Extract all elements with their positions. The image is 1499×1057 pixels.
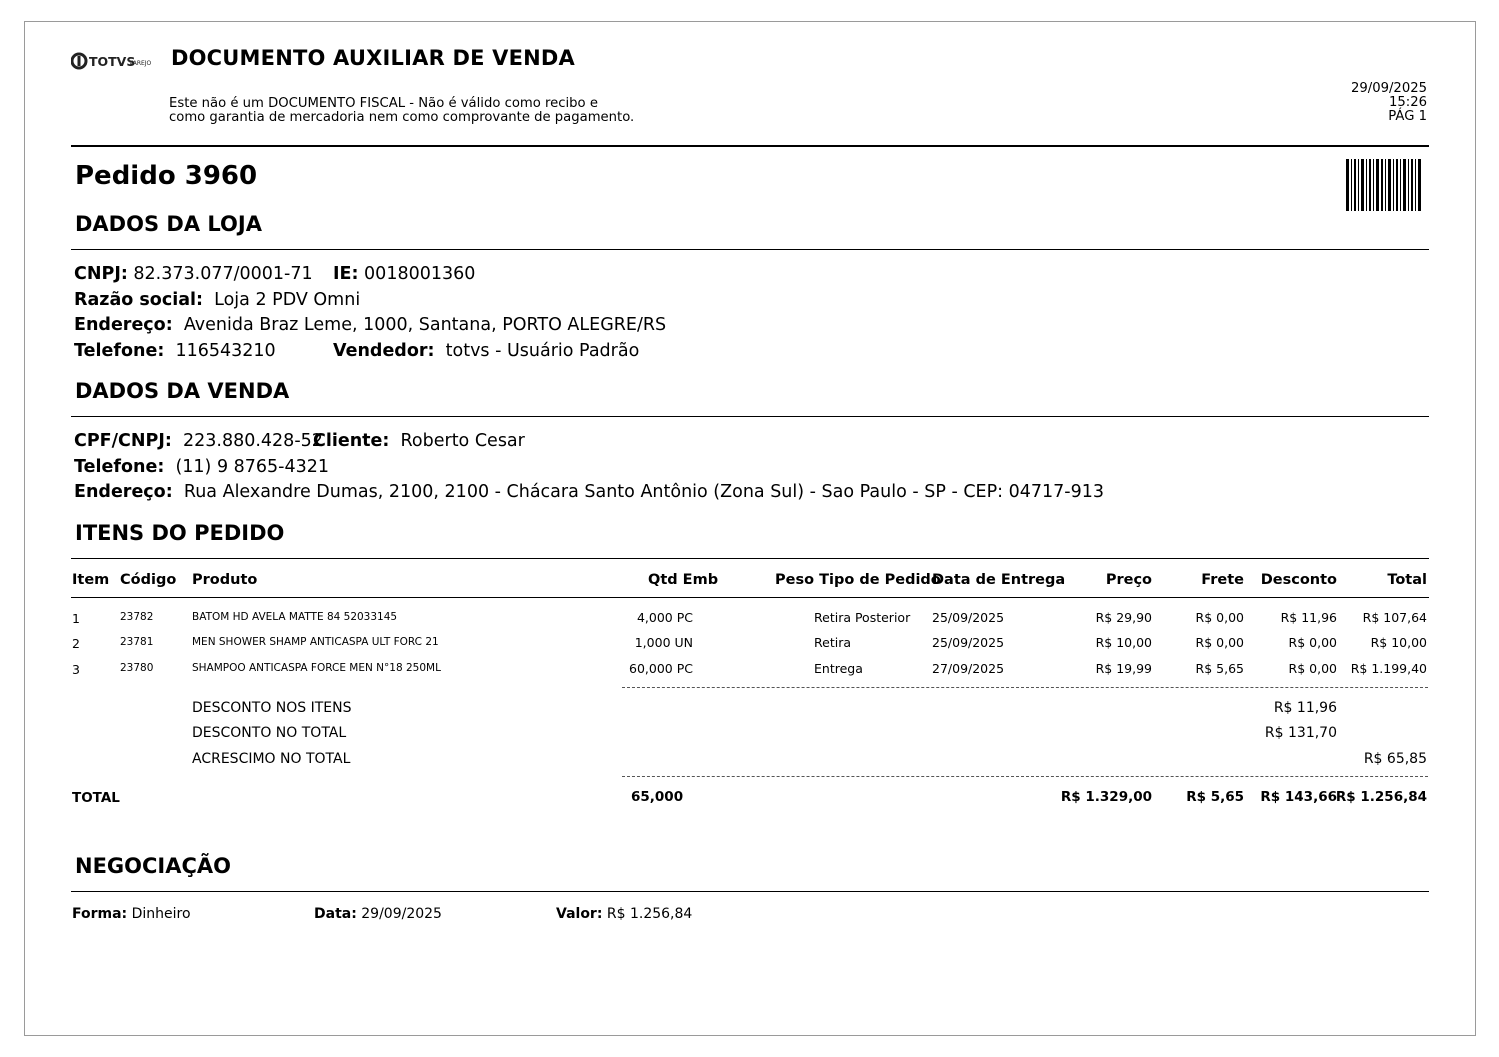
row-produto: SHAMPOO ANTICASPA FORCE MEN N°18 250ML <box>192 662 441 674</box>
row-preco: R$ 29,90 <box>1095 610 1152 625</box>
seller-value: totvs - Usuário Padrão <box>445 341 640 361</box>
barcode-icon <box>1346 159 1422 211</box>
customer-label: Cliente: <box>313 431 390 451</box>
razao-value: Loja 2 PDV Omni <box>214 290 361 310</box>
negotiation-divider <box>71 891 1429 892</box>
store-address-label: Endereço: <box>74 315 173 335</box>
sale-section-title: DADOS DA VENDA <box>75 379 290 403</box>
table-header-divider <box>71 597 1429 598</box>
razao-label: Razão social: <box>74 290 204 310</box>
row-qtd: 4,000 PC <box>636 610 693 625</box>
valor-label: Valor: <box>556 906 603 922</box>
disclaimer-line-2: como garantia de mercadoria nem como comprovante de pagamento. <box>169 110 635 125</box>
customer-address-label: Endereço: <box>74 482 173 502</box>
row-desconto: R$ 0,00 <box>1288 661 1337 676</box>
row-qtd: 1,000 UN <box>634 635 693 650</box>
total-label: TOTAL <box>72 790 120 806</box>
row-desconto: R$ 0,00 <box>1288 635 1337 650</box>
summary-desc-itens-value: R$ 11,96 <box>1273 700 1337 716</box>
summary-acrescimo-value: R$ 65,85 <box>1363 751 1427 767</box>
store-section-title: DADOS DA LOJA <box>75 212 262 236</box>
row-total: R$ 10,00 <box>1370 635 1427 650</box>
customer-doc <box>74 431 323 451</box>
row-preco: R$ 19,99 <box>1095 661 1152 676</box>
row-data: 27/09/2025 <box>932 661 1005 676</box>
cnpj-value: 82.373.077/0001-71 <box>133 264 313 284</box>
store-razao <box>74 290 360 310</box>
col-item: Item <box>72 572 110 588</box>
store-address <box>74 315 666 335</box>
total-frete: R$ 5,65 <box>1186 789 1244 805</box>
store-address-value: Avenida Braz Leme, 1000, Santana, PORTO ALEGRE/RS <box>183 315 667 335</box>
store-divider <box>71 249 1429 250</box>
row-desconto: R$ 11,96 <box>1280 610 1337 625</box>
row-codigo: 23780 <box>120 662 154 674</box>
ie-value: 0018001360 <box>364 264 476 284</box>
customer-phone-value: (11) 9 8765-4321 <box>175 457 330 477</box>
valor-value: R$ 1.256,84 <box>606 906 693 922</box>
row-frete: R$ 0,00 <box>1195 635 1244 650</box>
customer-address-value: Rua Alexandre Dumas, 2100, 2100 - Chácara Santo Antônio (Zona Sul) - Sao Paulo - SP - CEP: 04717-913 <box>183 482 1104 502</box>
negotiation-forma <box>72 906 191 922</box>
document-page <box>24 21 1476 1036</box>
print-time: 15:26 <box>1388 95 1427 110</box>
col-desconto: Desconto <box>1260 572 1337 588</box>
cpf-label: CPF/CNPJ: <box>74 431 172 451</box>
row-preco: R$ 10,00 <box>1095 635 1152 650</box>
order-title: Pedido 3960 <box>75 161 258 191</box>
col-total: Total <box>1387 572 1427 588</box>
customer-phone <box>74 457 329 477</box>
row-frete: R$ 5,65 <box>1195 661 1244 676</box>
page-number: PÁG 1 <box>1388 109 1427 124</box>
summary-desc-total-value: R$ 131,70 <box>1264 725 1337 741</box>
store-seller <box>333 341 639 361</box>
negotiation-valor <box>556 906 692 922</box>
header-divider <box>71 145 1429 147</box>
store-cnpj <box>74 264 313 284</box>
row-codigo: 23781 <box>120 636 154 648</box>
total-qtd: 65,000 <box>631 789 684 805</box>
forma-value: Dinheiro <box>131 906 191 922</box>
seller-label: Vendedor: <box>333 341 435 361</box>
row-item: 1 <box>72 611 80 626</box>
row-data: 25/09/2025 <box>932 635 1005 650</box>
col-frete: Frete <box>1201 572 1244 588</box>
total-preco: R$ 1.329,00 <box>1060 789 1152 805</box>
customer-address <box>74 482 1104 502</box>
items-divider <box>71 558 1429 559</box>
svg-text:VAREJO: VAREJO <box>129 60 151 67</box>
store-ie <box>333 264 475 284</box>
forma-label: Forma: <box>72 906 128 922</box>
col-produto: Produto <box>192 572 258 588</box>
cnpj-label: CNPJ: <box>74 264 128 284</box>
print-date: 29/09/2025 <box>1350 81 1427 96</box>
row-item: 3 <box>72 662 80 677</box>
neg-data-value: 29/09/2025 <box>361 906 442 922</box>
row-frete: R$ 0,00 <box>1195 610 1244 625</box>
sale-divider <box>71 416 1429 417</box>
customer-name <box>313 431 525 451</box>
col-codigo: Código <box>120 572 177 588</box>
row-produto: BATOM HD AVELA MATTE 84 52033145 <box>192 611 398 623</box>
total-desconto: R$ 143,66 <box>1260 789 1337 805</box>
col-preco: Preço <box>1105 572 1152 588</box>
col-peso-tipo: Peso Tipo de Pedido <box>775 572 941 588</box>
row-data: 25/09/2025 <box>932 610 1005 625</box>
document-title: DOCUMENTO AUXILIAR DE VENDA <box>171 46 575 70</box>
row-produto: MEN SHOWER SHAMP ANTICASPA ULT FORC 21 <box>192 636 439 648</box>
summary-dashed-divider <box>622 776 1428 777</box>
neg-data-label: Data: <box>314 906 357 922</box>
total-total: R$ 1.256,84 <box>1335 789 1427 805</box>
row-qtd: 60,000 PC <box>629 661 693 676</box>
col-qtd: Qtd Emb <box>648 572 719 588</box>
store-phone-value: 116543210 <box>175 341 276 361</box>
customer-phone-label: Telefone: <box>74 457 165 477</box>
summary-desc-total-label: DESCONTO NO TOTAL <box>192 725 347 741</box>
negotiation-section-title: NEGOCIAÇÃO <box>75 854 232 878</box>
ie-label: IE: <box>333 264 359 284</box>
store-phone-label: Telefone: <box>74 341 165 361</box>
row-total: R$ 107,64 <box>1362 610 1427 625</box>
rows-dashed-divider <box>622 687 1428 688</box>
svg-text:TOTVS: TOTVS <box>89 54 136 69</box>
store-phone <box>74 341 276 361</box>
col-data: Data de Entrega <box>932 572 1066 588</box>
totvs-logo <box>71 51 151 71</box>
print-meta <box>1351 82 1427 124</box>
row-codigo: 23782 <box>120 611 154 623</box>
row-tipo: Entrega <box>814 661 863 676</box>
customer-value: Roberto Cesar <box>400 431 525 451</box>
row-tipo: Retira Posterior <box>814 610 911 625</box>
fiscal-disclaimer <box>169 97 634 125</box>
disclaimer-line-1: Este não é um DOCUMENTO FISCAL - Não é válido como recibo e <box>169 96 598 111</box>
row-total: R$ 1.199,40 <box>1350 661 1427 676</box>
row-item: 2 <box>72 636 80 651</box>
row-tipo: Retira <box>814 635 851 650</box>
cpf-value: 223.880.428-52 <box>182 431 323 451</box>
summary-desc-itens-label: DESCONTO NOS ITENS <box>192 700 352 716</box>
summary-acrescimo-label: ACRESCIMO NO TOTAL <box>192 751 351 767</box>
negotiation-data <box>314 906 442 922</box>
items-section-title: ITENS DO PEDIDO <box>75 521 285 545</box>
